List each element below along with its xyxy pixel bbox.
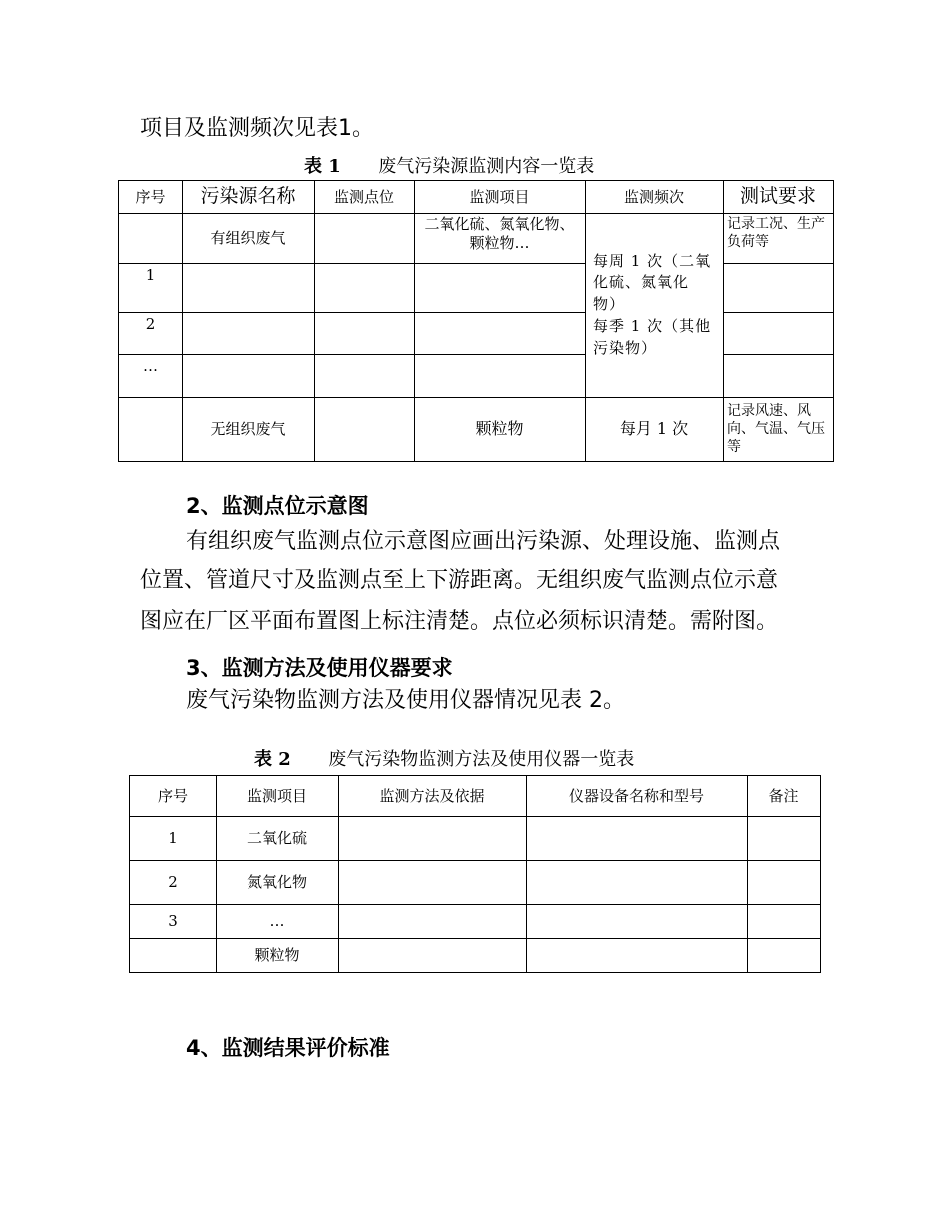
table1-organized-requirement: 记录工况、生产负荷等 bbox=[727, 216, 825, 251]
table2-caption-title: 废气污染物监测方法及使用仪器一览表 bbox=[328, 749, 635, 770]
table2-row-item: … bbox=[269, 911, 285, 930]
table2-row-item: 二氧化硫 bbox=[246, 828, 307, 847]
section3-paragraph: 废气污染物监测方法及使用仪器情况见表 2。 bbox=[186, 688, 625, 713]
table1-caption-title: 废气污染源监测内容一览表 bbox=[378, 156, 595, 177]
table2-header-instrument: 仪器设备名称和型号 bbox=[568, 786, 704, 805]
table1-caption bbox=[304, 152, 594, 178]
table2-header-method: 监测方法及依据 bbox=[379, 786, 485, 805]
table2 bbox=[129, 775, 821, 973]
table2-caption-label: 表 2 bbox=[254, 749, 291, 770]
table1-header-point: 监测点位 bbox=[333, 187, 394, 206]
table1-row-number: … bbox=[143, 357, 158, 375]
table1-header-source: 污染源名称 bbox=[200, 185, 296, 208]
table2-row-no: 1 bbox=[168, 828, 178, 847]
table2-row-no: 3 bbox=[168, 911, 178, 930]
section4-heading: 4、监测结果评价标准 bbox=[186, 1036, 390, 1060]
table2-row-no bbox=[130, 938, 216, 972]
section2-paragraph-line: 有组织废气监测点位示意图应画出污染源、处理设施、监测点 bbox=[186, 529, 781, 554]
table1-fugitive-source: 无组织废气 bbox=[210, 419, 286, 438]
section3-heading: 3、监测方法及使用仪器要求 bbox=[186, 656, 453, 680]
table2-header-remark: 备注 bbox=[768, 786, 799, 805]
section2-paragraph-line: 图应在厂区平面布置图上标注清楚。点位必须标识清楚。需附图。 bbox=[140, 609, 779, 634]
table1-fugitive-frequency: 每月 1 次 bbox=[619, 419, 689, 439]
table1-header-frequency: 监测频次 bbox=[623, 187, 684, 206]
table1-fugitive-items: 颗粒物 bbox=[475, 419, 524, 439]
table1-frequency-organized: 每周 1 次（二氧化硫、氮氧化物） 每季 1 次（其他污染物） bbox=[593, 251, 712, 357]
table1-header-items: 监测项目 bbox=[469, 187, 530, 206]
table1-organized-items: 二氧化硫、氮氧化物、颗粒物… bbox=[424, 215, 575, 252]
table2-row-no: 2 bbox=[168, 872, 178, 891]
intro-line: 项目及监测频次见表1。 bbox=[140, 116, 374, 141]
section2-paragraph-line: 位置、管道尺寸及监测点至上下游距离。无组织废气监测点位示意 bbox=[140, 568, 779, 593]
section2-heading: 2、监测点位示意图 bbox=[186, 494, 369, 518]
table2-caption bbox=[254, 745, 634, 771]
table1-header-requirement: 测试要求 bbox=[739, 185, 816, 208]
table1 bbox=[118, 180, 834, 462]
table2-header-item: 监测项目 bbox=[246, 786, 307, 805]
table1-fugitive-requirement: 记录风速、风向、气温、气压等 bbox=[727, 402, 825, 456]
table1-organized-source: 有组织废气 bbox=[210, 228, 286, 247]
table2-row-item: 颗粒物 bbox=[254, 945, 300, 964]
table2-row-item: 氮氧化物 bbox=[246, 872, 307, 891]
table1-header-no: 序号 bbox=[135, 187, 166, 206]
table1-row-number: 2 bbox=[145, 315, 156, 333]
table2-header-no: 序号 bbox=[157, 786, 188, 805]
table1-caption-label: 表 1 bbox=[304, 156, 341, 177]
table1-row-number: 1 bbox=[145, 266, 156, 284]
